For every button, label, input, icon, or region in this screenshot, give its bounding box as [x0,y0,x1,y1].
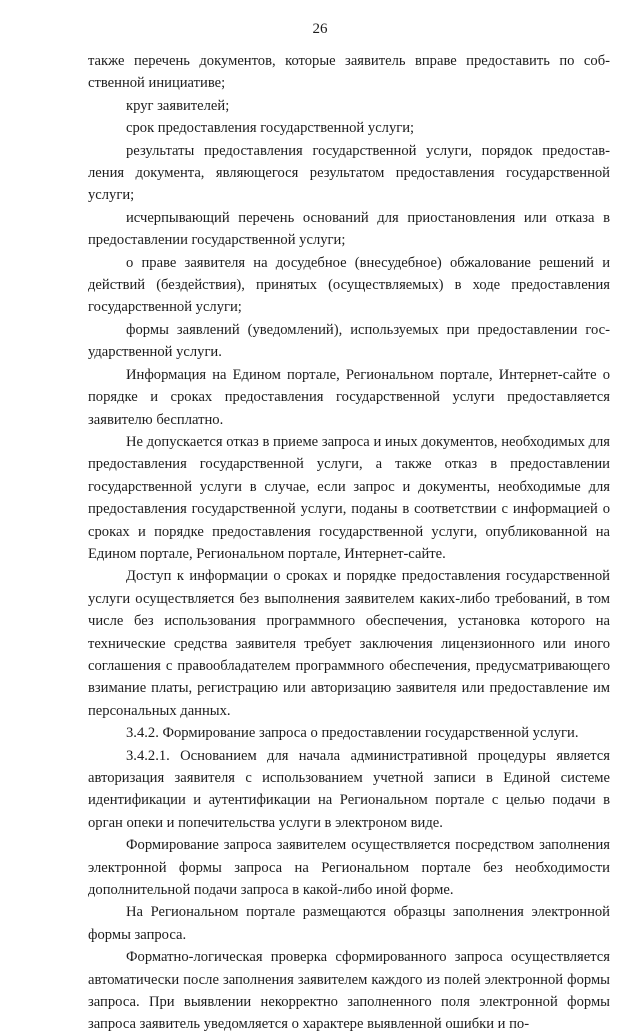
page-number: 26 [312,21,328,37]
paragraph-application-forms: формы заявлений (уведомлений), используемых при предоставлении государственной услуги. [88,321,610,361]
section-heading-3-4-2: 3.4.2. Формирование запроса о предоставлении государственной услуги. [126,725,579,742]
paragraph-information-access: Доступ к информации о сроках и порядке предоставления государственной услуги осуществляется без выполнения заявителем каких-либо требований, в том числе без использования программного обеспечения, установка которого на технические средства заявителя требует заключения лицензионного или иного соглашения с правообладателем программного обеспечения, предусматривающего взимание платы, регистрацию или авторизацию заявителя или предоставление им персональных данных. [88,568,610,719]
paragraph-form-samples: На Региональном портале размещаются образцы заполнения электронной формы запроса. [88,904,610,943]
paragraph-no-refusal: Не допускается отказ в приеме запроса и иных документов, необходимых для предоставления государственной услуги, а также отказ в предоставлении государственной услуги в случае, если запрос и документы, необходимые для предоставления государственной услуги, поданы в соответствии с информацией о сроках и порядке предоставления государственной услуги, опубликованной на Едином портале, Региональном портале, Интернет-сайте. [88,433,610,562]
paragraph-documents-list: также перечень документов, которые заявитель вправе предоставить по собственной инициативе; [88,53,610,92]
paragraph-free-information: Информация на Едином портале, Региональном портале, Интернет-сайте о порядке и сроках предоставления государственной услуги предоставляется заявителю бесплатно. [88,366,610,428]
paragraph-request-forming: Формирование запроса заявителем осуществляется посредством заполнения электронной формы запроса на Региональном портале без необходимости дополнительной подачи запроса в какой-либо иной форме. [88,837,610,899]
paragraph-3-4-2-1: 3.4.2.1. Основанием для начала административной процедуры является авторизация заявителя с использованием учетной записи в Единой системе идентификации и аутентификации на Региональном портале с целью подачи в орган опеки и попечительства услуги в электроном виде. [88,747,610,831]
paragraph-service-results: результаты предоставления государственной услуги, порядок предоставления документа, являющегося результатом предоставления государственной услуги; [88,142,610,204]
paragraph-service-term: срок предоставления государственной услуги; [126,120,415,137]
paragraph-appeal-right: о праве заявителя на досудебное (внесудебное) обжалование решений и действий (бездействия), принятых (осуществляемых) в ходе предоставления государственной услуги; [88,254,610,316]
document-body [88,50,610,1036]
paragraph-format-check: Форматно-логическая проверка сформированного запроса осуществляется автоматически после заполнения заявителем каждого из полей электронной формы запроса. При выявлении некорректно заполненного поля электронной формы запроса заявитель уведомляется о характере выявленной ошибки и по- [88,949,610,1033]
paragraph-refusal-grounds: исчерпывающий перечень оснований для приостановления или отказа в предоставлении государственной услуги; [88,209,610,249]
paragraph-applicants: круг заявителей; [126,97,230,114]
